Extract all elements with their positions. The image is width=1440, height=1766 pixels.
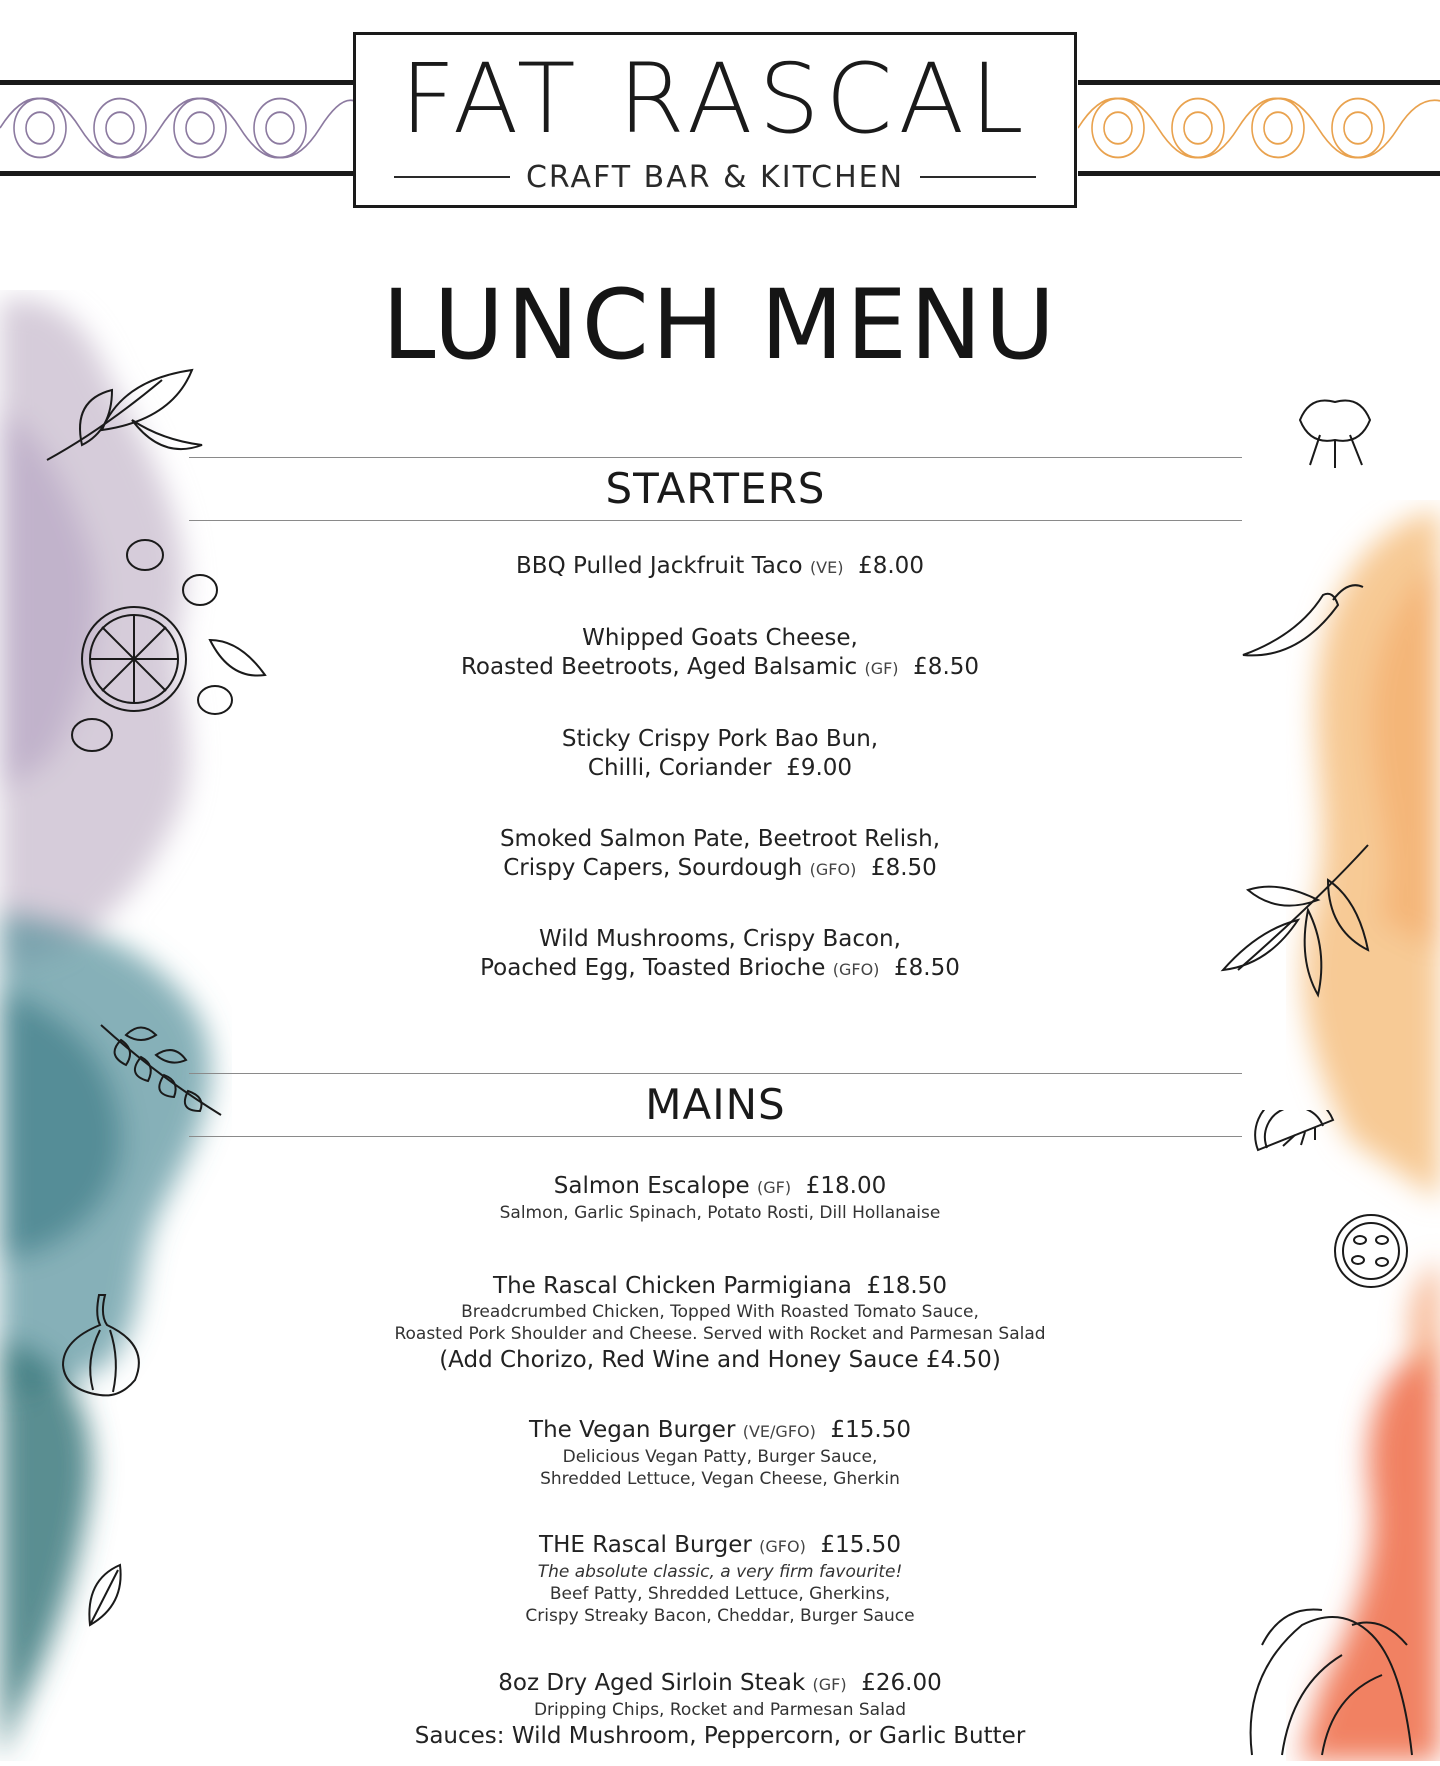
- lemon-slice-icon: [1253, 1110, 1338, 1195]
- parsley-icon: [1290, 390, 1380, 470]
- brand-name: FAT RASCAL: [400, 43, 1030, 155]
- main-item-rascal-burger: THE Rascal Burger (GFO) £15.50 The absolute classic, a very firm favourite! Beef Patty, Shredded Lettuce, Gherkins, Crispy Streaky Bacon, Cheddar, Burger Sauce: [525, 1532, 915, 1626]
- main-item-salmon: Salmon Escalope (GF) £18.00 Salmon, Garlic Spinach, Potato Rosti, Dill Hollanaise: [499, 1173, 941, 1223]
- chilli-icon: [1238, 575, 1368, 665]
- section-heading-mains: MAINS: [189, 1073, 1242, 1137]
- ornament-band-left: [0, 80, 354, 176]
- garlic-icon: [55, 1290, 155, 1400]
- herb-branch-icon: [96, 1015, 226, 1125]
- starter-item-1: BBQ Pulled Jackfruit Taco (VE) £8.00: [516, 553, 924, 579]
- brand-tagline-row: [356, 157, 1074, 197]
- leaf-small-icon: [80, 1560, 130, 1630]
- section-heading-starters: STARTERS: [189, 457, 1242, 521]
- main-item-sirloin: 8oz Dry Aged Sirloin Steak (GF) £26.00 Dripping Chips, Rocket and Parmesan Salad Sauces: Wild Mushroom, Peppercorn, or Garlic Butter: [414, 1670, 1026, 1749]
- tagline-rule-right: [920, 176, 1036, 178]
- brand-logo: [353, 32, 1077, 208]
- citrus-slice-icon: [78, 603, 190, 715]
- starter-item-5: Wild Mushrooms, Crispy Bacon, Poached Egg, Toasted Brioche (GFO) £8.50: [480, 926, 960, 981]
- ornament-band-right: [1078, 80, 1440, 176]
- herb-stem-icon: [1218, 840, 1378, 1000]
- tagline-rule-left: [394, 176, 510, 178]
- main-item-vegan-burger: The Vegan Burger (VE/GFO) £15.50 Delicious Vegan Patty, Burger Sauce, Shredded Lettuce, Vegan Cheese, Gherkin: [529, 1417, 911, 1489]
- leaf-sprig-icon: [42, 360, 212, 470]
- leafy-greens-icon: [1222, 1585, 1422, 1761]
- tomato-slice-icon: [1330, 1210, 1412, 1292]
- starter-item-3: Sticky Crispy Pork Bao Bun, Chilli, Coriander £9.00: [561, 726, 879, 781]
- page-title: LUNCH MENU: [381, 269, 1059, 381]
- starter-item-2: Whipped Goats Cheese, Roasted Beetroots, Aged Balsamic (GF) £8.50: [460, 625, 980, 680]
- main-item-parmigiana: The Rascal Chicken Parmigiana £18.50 Breadcrumbed Chicken, Topped With Roasted Tomato Sauce, Roasted Pork Shoulder and Cheese. Served with Rocket and Parmesan Salad (Add Chorizo, Red Wine and Honey Sauce £4.50): [394, 1273, 1046, 1373]
- brand-tagline: CRAFT BAR & KITCHEN: [525, 159, 905, 195]
- starter-item-4: Smoked Salmon Pate, Beetroot Relish, Crispy Capers, Sourdough (GFO) £8.50: [499, 826, 941, 881]
